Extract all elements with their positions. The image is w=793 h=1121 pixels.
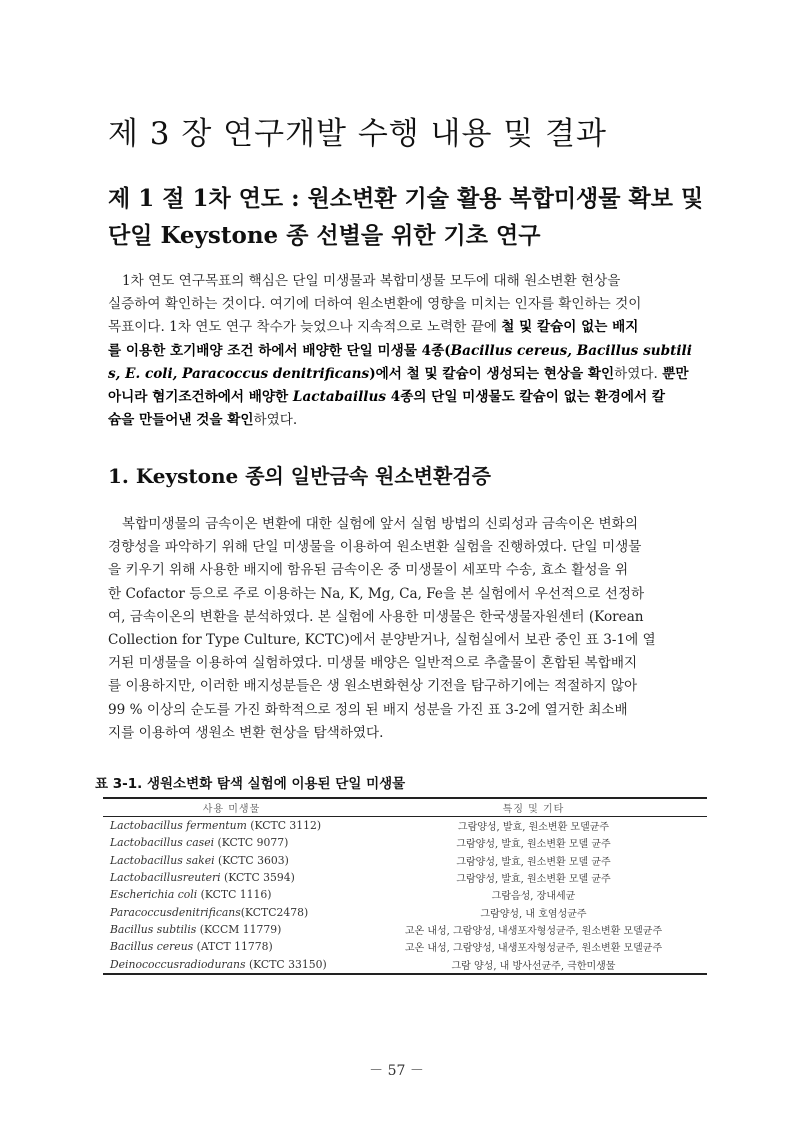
strain-code: (KCTC 33150) <box>245 957 327 971</box>
species-name: Lactobacillus sakei <box>110 853 215 867</box>
body-line: Collection for Type Culture, KCTC)에서 분양받거나, 실험실에서 보관 중인 표 3-1에 열 <box>108 632 656 649</box>
intro-paragraph <box>108 270 728 432</box>
notes-cell: 그람양성, 발효, 원소변환 모델 균주 <box>456 839 611 851</box>
strain-code: (ATCT 11778) <box>193 940 273 954</box>
intro-line: 실증하여 확인하는 것이다. 여기에 더하여 원소변환에 영향을 미치는 인자를 확인하는 것이 <box>108 296 642 313</box>
microbe-cell <box>103 852 360 869</box>
species-name: Lactobacillus fermentum <box>110 819 247 833</box>
microbe-cell <box>103 903 360 920</box>
intro-line <box>108 340 728 363</box>
notes-cell: 그람 양성, 내 방사선균주, 극한미생물 <box>360 955 707 973</box>
body-line: 를 이용하지만, 이러한 배지성분들은 생 원소변화현상 기전을 탐구하기에는 적절하지 않아 <box>108 678 638 695</box>
intro-line: 1차 연도 연구목표의 핵심은 단일 미생물과 복합미생물 모두에 대해 원소변환 현상을 <box>122 273 621 289</box>
section-title <box>108 180 748 254</box>
intro-line <box>108 363 728 386</box>
intro-species: Bacillus cereus, Bacillus subtili <box>450 342 692 359</box>
table-row <box>103 921 707 938</box>
body-paragraph <box>108 513 728 745</box>
strain-code: (KCTC 1116) <box>197 888 272 902</box>
microbe-cell <box>103 869 360 886</box>
intro-emphasis: 를 이용한 호기배양 조건 하에서 배양한 단일 미생물 4종( <box>108 342 451 359</box>
intro-line <box>108 386 728 409</box>
strain-code: (KCTC 3112) <box>246 819 322 833</box>
intro-emphasis: 뿐만 <box>662 365 689 382</box>
species-name: Lactobacillus casei <box>110 836 215 850</box>
strain-code: (KCTC2478) <box>240 905 309 919</box>
table-row <box>103 938 707 955</box>
table-header-notes: 특징 및 기타 <box>360 798 707 817</box>
notes-cell: 그람양성, 발효, 원소변환 모델균주 <box>457 822 610 834</box>
table-row <box>103 852 707 869</box>
microbe-table <box>103 797 707 975</box>
intro-emphasis: 4종의 단일 미생물도 칼슘이 없는 환경에서 칼 <box>386 389 665 406</box>
table-header-row <box>103 798 707 817</box>
intro-text: 하였다. <box>614 365 663 382</box>
intro-emphasis: 아니라 혐기조건하에서 배양한 <box>108 389 293 406</box>
body-line: 한 Cofactor 등으로 주로 이용하는 Na, K, Mg, Ca, Fe을 본 실험에서 우선적으로 선정하 <box>108 585 645 602</box>
body-line: 을 키우기 위해 사용한 배지에 함유된 금속이온 중 미생물이 세포막 수송, 효소 활성을 위 <box>108 562 629 579</box>
species-name: Lactobacillusreuteri <box>110 871 221 885</box>
section-title-line-2: 단일 Keystone 종 선별을 위한 기초 연구 <box>108 222 541 249</box>
intro-species: s, E. coli, Paracoccus denitrificans <box>108 365 370 382</box>
table-row <box>103 886 707 903</box>
body-line: 거된 미생물을 이용하여 실험하였다. 미생물 배양은 일반적으로 추출물이 혼합된 복합배지 <box>108 655 638 672</box>
intro-line <box>108 409 728 432</box>
table-row <box>103 834 707 851</box>
species-name: Bacillus cereus <box>110 940 194 954</box>
body-line: 복합미생물의 금속이온 변환에 대한 실험에 앞서 실험 방법의 신뢰성과 금속이온 변화의 <box>122 516 638 532</box>
notes-cell: 그람양성, 발효, 원소변환 모델 균주 <box>456 856 611 868</box>
chapter-title: 제 3 장 연구개발 수행 내용 및 결과 <box>108 116 607 152</box>
microbe-cell <box>103 955 360 973</box>
intro-emphasis: 철 및 칼슘이 없는 배지 <box>501 319 639 336</box>
table-row <box>103 817 707 835</box>
microbe-cell <box>103 834 360 851</box>
notes-cell: 그람양성, 내 호염성균주 <box>480 908 587 920</box>
microbe-cell <box>103 938 360 955</box>
microbe-cell <box>103 817 360 835</box>
intro-text: 하였다. <box>253 412 298 429</box>
microbe-cell <box>103 921 360 938</box>
table-row <box>103 955 707 973</box>
intro-species: Lactabaillus <box>292 389 386 406</box>
strain-code: (KCTC 9077) <box>214 836 289 850</box>
species-name: Paracoccusdenitrificans <box>110 905 241 919</box>
intro-emphasis: 슘을 만들어낸 것을 확인 <box>108 412 254 429</box>
body-line: 지를 이용하여 생원소 변환 현상을 탐색하였다. <box>108 724 384 741</box>
strain-code: (KCTC 3603) <box>214 853 289 867</box>
strain-code: (KCCM 11779) <box>196 922 282 936</box>
subsection-heading: 1. Keystone 종의 일반금속 원소변환검증 <box>108 464 491 488</box>
strain-code: (KCTC 3594) <box>220 871 295 885</box>
table-row <box>103 903 707 920</box>
species-name: Deinococcusradiodurans <box>110 957 246 971</box>
intro-line <box>108 316 728 339</box>
notes-cell: 고온 내성, 그람양성, 내생포자형성균주, 원소변환 모델균주 <box>404 925 663 937</box>
body-line: 경향성을 파악하기 위해 단일 미생물을 이용하여 원소변환 실험을 진행하였다. 단일 미생물 <box>108 539 642 556</box>
notes-cell: 그람양성, 발효, 원소변환 모델 균주 <box>456 874 611 886</box>
body-line: 99 % 이상의 순도를 가진 화학적으로 정의 된 배지 성분을 가진 표 3-2에 열거한 최소배 <box>108 701 628 718</box>
body-line: 여, 금속이온의 변환을 분석하였다. 본 실험에 사용한 미생물은 한국생물자원센터 (Korean <box>108 608 644 625</box>
intro-emphasis: )에서 철 및 칼슘이 생성되는 현상을 확인 <box>369 365 615 382</box>
notes-cell: 고온 내성, 그람양성, 내생포자형성균주, 원소변환 모델균주 <box>404 943 663 955</box>
table-header-microbe: 사용 미생물 <box>103 798 360 817</box>
microbe-cell <box>103 886 360 903</box>
table-caption: 표 3-1. 생원소변화 탐색 실험에 이용된 단일 미생물 <box>95 776 406 792</box>
species-name: Escherichia coli <box>110 888 198 902</box>
page-number: － 57 － <box>369 1063 424 1079</box>
microbe-table-wrapper <box>103 797 707 975</box>
table-row <box>103 869 707 886</box>
species-name: Bacillus subtilis <box>110 922 197 936</box>
notes-cell: 그람음성, 장내세균 <box>491 891 576 903</box>
section-title-line-1: 제 1 절 1차 연도 : 원소변환 기술 활용 복합미생물 확보 및 <box>108 185 704 212</box>
intro-text: 목표이다. 1차 연도 연구 착수가 늦었으나 지속적으로 노력한 끝에 <box>108 319 502 336</box>
